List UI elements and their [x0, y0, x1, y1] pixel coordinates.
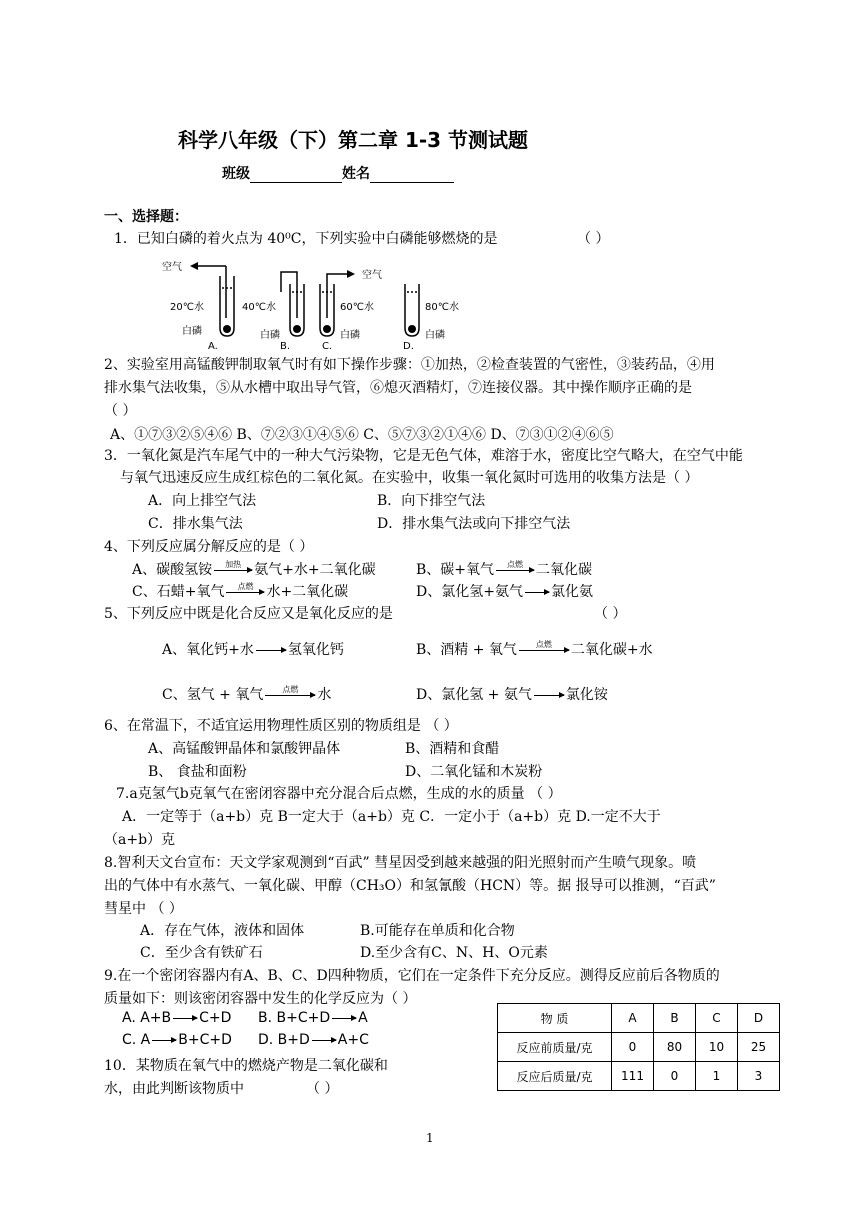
question-8-option-c: C．至少含有铁矿石	[140, 945, 263, 961]
class-blank	[250, 168, 342, 183]
question-3-line1: 3．一氧化氮是汽车尾气中的一种大气污染物，它是无色气体，难溶于水，密度比空气略大，在空气中能	[104, 448, 743, 464]
table-cell: 111	[612, 1062, 654, 1091]
question-8-line1: 8.智利天文台宣布：天文学家观测到“百武” 彗星因受到越来越强的阳光照射而产生喷气现象。喷	[104, 855, 697, 871]
q9a-left: A. A+B	[122, 1010, 172, 1026]
question-4-option-d	[416, 582, 593, 602]
q9d-left: D. B+D	[258, 1032, 310, 1048]
question-9-option-d	[258, 1030, 369, 1050]
q5a-reactant: A、氧化钙+水	[162, 642, 254, 658]
question-8-option-a: A．存在气体，液体和固体	[140, 923, 305, 939]
table-row	[498, 1062, 780, 1091]
table-cell: 1	[696, 1062, 738, 1091]
q5c-product: 水	[317, 687, 332, 703]
fig-p-c: 白磷	[340, 330, 360, 341]
q5b-reactant: B、酒精 + 氧气	[416, 642, 517, 658]
question-8-line2: 出的气体中有水蒸气、一氧化碳、甲醇（CH₃O）和氢氰酸（HCN）等。据 报导可以推测，“百武”	[104, 878, 716, 894]
section-heading: 一、选择题：	[104, 209, 188, 225]
q9c-right: B+C+D	[178, 1032, 232, 1048]
q5b-condition: 点燃	[535, 639, 552, 649]
question-5-paren: （ ）	[594, 606, 627, 622]
question-8-line3: 彗星中 （ ）	[104, 901, 183, 917]
question-9-option-b	[258, 1008, 368, 1028]
fig-label-b: B.	[280, 341, 291, 350]
q9c-left: C. A	[122, 1032, 151, 1048]
question-3-option-a: A．向上排空气法	[148, 493, 257, 509]
question-2-paren: （ ）	[104, 403, 137, 419]
class-name-line	[222, 163, 454, 183]
table-header-row	[498, 1004, 780, 1033]
q4a-condition: 加热	[225, 559, 242, 569]
reaction-arrow	[265, 684, 315, 696]
name-label: 姓名	[342, 166, 370, 182]
question-6-option-c: B、 食盐和面粉	[148, 764, 247, 780]
fig-air-label-1: 空气	[162, 262, 182, 273]
question-10-line1: 10．某物质在氧气中的燃烧产物是二氧化碳和	[104, 1058, 388, 1074]
table-header-cell: A	[612, 1004, 654, 1033]
reaction-arrow	[332, 1018, 356, 1019]
table-header-cell: C	[696, 1004, 738, 1033]
fig-water-20: 20℃水	[170, 302, 204, 313]
question-4-option-a	[132, 560, 376, 580]
question-3-option-c: C．排水集气法	[148, 516, 243, 532]
question-7: 7.a克氢气b克氧气在密闭容器中充分混合后点燃，生成的水的质量 （ ）	[116, 786, 562, 802]
table-cell: 0	[654, 1062, 696, 1091]
reaction-arrow	[256, 650, 286, 651]
q4c-reactant: C、石蜡+氧气	[132, 584, 225, 600]
table-cell: 0	[612, 1033, 654, 1062]
question-7-options-tail: （a+b）克	[104, 832, 176, 848]
question-2-line2: 排水集气法收集，⑤从水槽中取出导气管，⑥熄灭酒精灯，⑦连接仪器。其中操作顺序正确的是	[104, 380, 692, 396]
question-1-figure	[160, 258, 480, 350]
question-1-paren: （ ）	[577, 231, 610, 247]
question-6-option-b: B、酒精和食醋	[405, 741, 500, 757]
q4d-product: 氯化氨	[550, 584, 593, 600]
fig-water-40: 40℃水	[242, 302, 276, 313]
reaction-arrow	[496, 559, 534, 571]
reaction-arrow	[173, 1018, 197, 1019]
question-6: 6、在常温下，不适宜运用物理性质区别的物质组是 （ ）	[104, 718, 458, 734]
q5b-product: 二氧化碳+水	[570, 642, 653, 658]
question-9-line1: 9.在一个密闭容器内有A、B、C、D四种物质，它们在一定条件下充分反应。测得反应前后各物质的	[104, 968, 720, 984]
reaction-arrow	[525, 592, 549, 593]
table-cell: 反应后质量/克	[498, 1062, 612, 1091]
q4c-product: 水+二氧化碳	[266, 584, 349, 600]
question-8-option-d: D.至少含有C、N、H、O元素	[360, 945, 548, 961]
q9b-left: B. B+C+D	[258, 1010, 331, 1026]
q4a-reactant: A、碳酸氢铵	[132, 562, 213, 578]
fig-air-label-2: 空气	[362, 270, 382, 281]
q4a-product: 氨气+水+二氧化碳	[254, 562, 376, 578]
q4b-condition: 点燃	[507, 559, 524, 569]
q4d-reactant: D、氯化氢+氨气	[416, 584, 523, 600]
table-cell: 3	[738, 1062, 780, 1091]
q4b-reactant: B、碳+氧气	[416, 562, 495, 578]
reaction-arrow	[152, 1040, 176, 1041]
q9b-right: A	[358, 1010, 368, 1026]
question-5-option-a	[162, 640, 344, 660]
q9a-right: C+D	[199, 1010, 232, 1026]
question-3-option-b: B．向下排空气法	[377, 493, 486, 509]
table-cell: 80	[654, 1033, 696, 1062]
question-9-line2: 质量如下：则该密闭容器中发生的化学反应为（ ）	[104, 991, 417, 1007]
fig-p-b: 白磷	[260, 330, 280, 341]
q4b-product: 二氧化碳	[536, 562, 593, 578]
question-2-options: A、①⑦③②⑤④⑥ B、⑦②③①④⑤⑥ C、⑤⑦③②①④⑥ D、⑦③①②④⑥⑤	[110, 427, 614, 443]
table-cell: 10	[696, 1033, 738, 1062]
fig-water-80: 80℃水	[425, 302, 459, 313]
mass-table	[497, 1003, 780, 1091]
reaction-arrow	[226, 581, 264, 593]
name-blank	[370, 168, 454, 183]
reaction-arrow	[534, 695, 564, 696]
fig-label-a: A.	[208, 341, 218, 350]
question-6-option-d: D、二氧化锰和木炭粉	[405, 764, 543, 780]
question-6-option-a: A、高锰酸钾晶体和氯酸钾晶体	[148, 741, 341, 757]
fig-p-d: 白磷	[425, 330, 445, 341]
question-10-paren: （ ）	[306, 1081, 339, 1097]
question-7-options: A．一定等于（a+b）克 B一定大于（a+b）克 C．一定小于（a+b）克 D.一定不大于	[122, 809, 661, 825]
question-8-option-b: B.可能存在单质和化合物	[360, 923, 515, 939]
q9d-right: A+C	[337, 1032, 369, 1048]
question-5-option-c	[162, 685, 331, 705]
question-3-option-d: D．排水集气法或向下排空气法	[377, 516, 571, 532]
fig-label-c: C.	[322, 341, 333, 350]
q5c-condition: 点燃	[282, 684, 299, 694]
page-number: 1	[426, 1131, 434, 1145]
question-5-option-b	[416, 640, 653, 660]
reaction-arrow	[519, 639, 569, 651]
table-cell: 25	[738, 1033, 780, 1062]
question-9-option-c	[122, 1030, 232, 1050]
fig-p-a: 白磷	[182, 326, 202, 337]
question-9-option-a	[122, 1008, 231, 1028]
reaction-arrow	[312, 1040, 336, 1041]
question-4-option-c	[132, 582, 348, 602]
fig-water-60: 60℃水	[340, 302, 374, 313]
question-2-line1: 2、实验室用高锰酸钾制取氧气时有如下操作步骤：①加热，②检查装置的气密性，③装药品，④用	[104, 357, 715, 373]
question-5-option-d	[416, 685, 608, 705]
table-cell: 反应前质量/克	[498, 1033, 612, 1062]
q5a-product: 氢氧化钙	[287, 642, 344, 658]
question-1: 1．已知白磷的着火点为 40⁰C，下列实验中白磷能够燃烧的是	[114, 231, 498, 247]
question-4-option-b	[416, 560, 592, 580]
table-header-cell: B	[654, 1004, 696, 1033]
class-label: 班级	[222, 166, 250, 182]
fig-label-d: D.	[403, 341, 414, 350]
question-4: 4、下列反应属分解反应的是（ ）	[104, 539, 314, 555]
q4c-condition: 点燃	[237, 581, 254, 591]
question-10-line2: 水，由此判断该物质中	[104, 1081, 244, 1097]
q5d-reactant: D、氯化氢 + 氨气	[416, 687, 532, 703]
reaction-arrow	[214, 559, 252, 571]
q5c-reactant: C、氢气 + 氧气	[162, 687, 264, 703]
question-5: 5、下列反应中既是化合反应又是氧化反应的是	[104, 606, 393, 622]
question-3-line2: 与氧气迅速反应生成红棕色的二氧化氮。在实验中，收集一氧化氮时可选用的收集方法是（ ）	[120, 470, 699, 486]
table-header-cell: 物 质	[498, 1004, 612, 1033]
table-header-cell: D	[738, 1004, 780, 1033]
table-row	[498, 1033, 780, 1062]
page-title: 科学八年级（下）第二章 1-3 节测试题	[178, 128, 529, 152]
q5d-product: 氯化铵	[565, 687, 608, 703]
